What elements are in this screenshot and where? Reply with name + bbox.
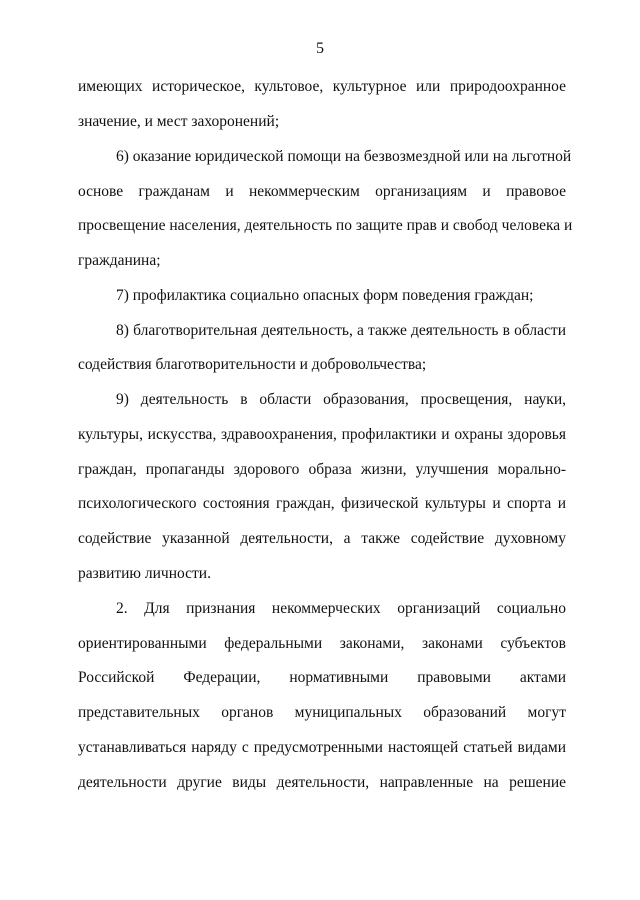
text-line: деятельности другие виды деятельности, направленные на решение bbox=[78, 774, 566, 791]
text-line: просвещение населения, деятельность по защите прав и свобод человека и bbox=[78, 217, 573, 234]
text-line: 7) профилактика социально опасных форм поведения граждан; bbox=[116, 287, 534, 304]
text-line: значение, и мест захоронений; bbox=[78, 113, 280, 130]
text-line: основе гражданам и некоммерческим организациям и правовое bbox=[78, 183, 566, 200]
text-line: содействие указанной деятельности, а также содействие духовному bbox=[78, 530, 566, 547]
text-line: 9) деятельность в области образования, просвещения, науки, bbox=[116, 391, 566, 408]
text-line: устанавливаться наряду с предусмотренными настоящей статьей видами bbox=[78, 739, 566, 756]
text-line: имеющих историческое, культовое, культурное или природоохранное bbox=[78, 78, 566, 95]
page-number: 5 bbox=[316, 40, 324, 57]
text-line: развитию личности. bbox=[78, 565, 211, 582]
text-line: Российской Федерации, нормативными правовыми актами bbox=[78, 669, 566, 686]
text-line: психологического состояния граждан, физической культуры и спорта и bbox=[78, 495, 566, 512]
text-line: представительных органов муниципальных образований могут bbox=[78, 704, 566, 721]
text-line: граждан, пропаганды здорового образа жизни, улучшения морально- bbox=[78, 461, 566, 478]
text-line: содействия благотворительности и добровольчества; bbox=[78, 356, 427, 373]
text-line: 8) благотворительная деятельность, а также деятельность в области bbox=[116, 322, 566, 339]
text-line: гражданина; bbox=[78, 252, 161, 269]
text-line: 2. Для признания некоммерческих организаций социально bbox=[116, 600, 566, 617]
text-line: ориентированными федеральными законами, законами субъектов bbox=[78, 635, 566, 652]
text-line: 6) оказание юридической помощи на безвозмездной или на льготной bbox=[116, 148, 572, 165]
text-line: культуры, искусства, здравоохранения, профилактики и охраны здоровья bbox=[78, 426, 566, 443]
